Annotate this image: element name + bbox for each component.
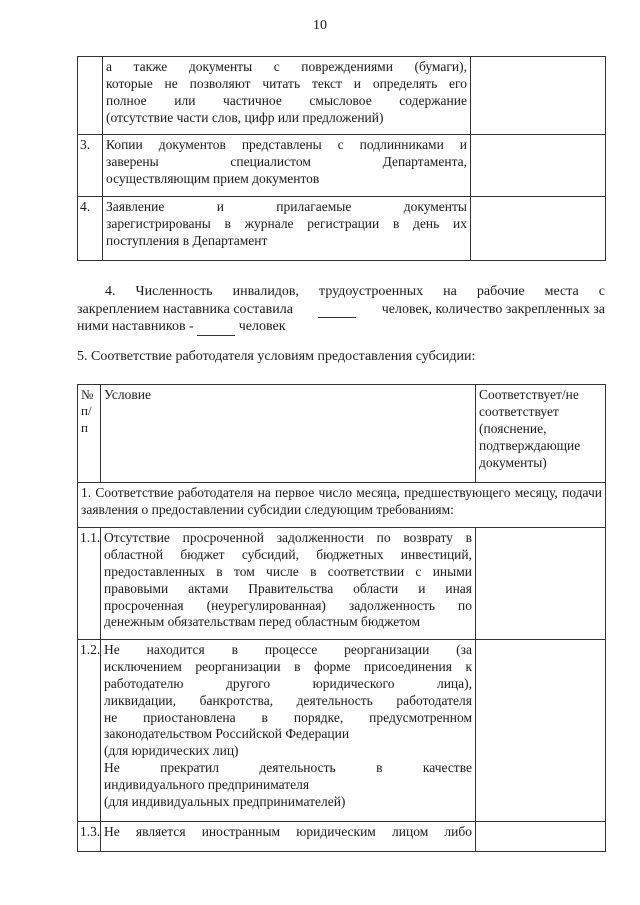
header-condition: Условие — [101, 385, 476, 483]
blank-field[interactable] — [318, 305, 356, 318]
row-number: 3. — [78, 135, 103, 197]
row-text — [101, 640, 476, 822]
text-line: Не находится в процессе реорганизации (за — [104, 642, 472, 657]
text-line: Копии документов представлены с подлинниками и — [106, 137, 467, 152]
text-line: (отсутствие части слов, цифр или предложений) — [106, 109, 384, 125]
text-line: а также документы с повреждениями (бумаги), — [106, 59, 467, 74]
page-number: 10 — [313, 18, 327, 33]
header-row — [78, 385, 606, 483]
text-line: Отсутствие просроченной задолженности по возврату в — [104, 530, 472, 545]
compliance-cell[interactable] — [476, 528, 606, 640]
text-line: которые не позволяют читать текст и определять его — [106, 75, 467, 91]
table-row — [78, 57, 606, 135]
text-line: индивидуального предпринимателя — [104, 777, 310, 792]
para-text: человек, количество закрепленных за — [381, 301, 605, 317]
row-text — [101, 528, 476, 640]
text-line: Заявление и прилагаемые документы — [106, 199, 467, 214]
text-line: ликвидации, банкротства, деятельность работодателя — [104, 692, 472, 708]
text-line: правовыми актами Правительства области и иная — [104, 580, 472, 596]
text-line: полное или частичное смысловое содержание — [106, 92, 467, 108]
table-row — [78, 528, 606, 640]
row-text — [103, 197, 471, 261]
compliance-cell[interactable] — [471, 57, 606, 135]
table-row — [78, 197, 606, 261]
row-text — [103, 135, 471, 197]
para-line — [77, 301, 605, 319]
group-heading: 1. Соответствие работодателя на первое число месяца, предшествующего месяцу, подачи заявления о предоставлении субсидии следующим требованиям: — [78, 483, 606, 528]
row-number: 4. — [78, 197, 103, 261]
text-line: Не является иностранным юридическим лицом либо — [104, 824, 472, 839]
text-line: зарегистрированы в журнале регистрации в день их — [106, 215, 467, 231]
checklist-table — [77, 56, 606, 261]
para-line — [77, 318, 605, 336]
row-text — [101, 822, 476, 852]
compliance-cell[interactable] — [476, 822, 606, 852]
para-text: человек — [238, 319, 286, 334]
section-heading: 5. Соответствие работодателя условиям предоставления субсидии: — [77, 349, 476, 364]
conditions-table — [77, 384, 606, 852]
header-number: № п/п — [78, 385, 101, 483]
compliance-cell[interactable] — [471, 135, 606, 197]
paragraph-4 — [77, 283, 605, 336]
row-number — [78, 57, 103, 135]
row-number: 1.2. — [78, 640, 101, 822]
row-number: 1.1. — [78, 528, 101, 640]
row-number: 1.3. — [78, 822, 101, 852]
header-compliance: Соответствует/не соответствует (пояснение, подтверждающие документы) — [476, 385, 606, 483]
text-line: областной бюджет субсидий, бюджетных инвестиций, — [104, 546, 472, 562]
group-row — [78, 483, 606, 528]
text-line: не приостановлена в порядке, предусмотренном — [104, 709, 472, 725]
text-line: предоставленных в том числе в соответствии с иными — [104, 563, 472, 579]
text-line: осуществляющим прием документов — [106, 170, 320, 186]
blank-field[interactable] — [197, 323, 235, 336]
table-row — [78, 135, 606, 197]
para-text: закреплением наставника составила — [77, 301, 293, 317]
text-line: денежным обязательствам перед областным бюджетом — [104, 614, 421, 630]
compliance-cell[interactable] — [471, 197, 606, 261]
text-line: (для юридических лиц) — [104, 743, 239, 759]
row-text — [103, 57, 471, 135]
text-line: работодателю другого юридического лица), — [104, 675, 472, 691]
para-text: ними наставников - — [77, 319, 194, 334]
table-row — [78, 822, 606, 852]
text-line: законодательством Российской Федерации — [104, 726, 350, 742]
text-line: Не прекратил деятельность в качестве — [104, 760, 472, 776]
para-line: 4. Численность инвалидов, трудоустроенных на рабочие места с — [105, 284, 605, 299]
text-line: (для индивидуальных предпринимателей) — [104, 793, 346, 809]
text-line: исключением реорганизации в форме присоединения к — [104, 658, 472, 674]
text-line: поступления в Департамент — [106, 232, 268, 248]
compliance-cell[interactable] — [476, 640, 606, 822]
text-line: просроченная (неурегулированная) задолженность по — [104, 597, 472, 613]
text-line: заверены специалистом Департамента, — [106, 153, 467, 169]
table-row — [78, 640, 606, 822]
